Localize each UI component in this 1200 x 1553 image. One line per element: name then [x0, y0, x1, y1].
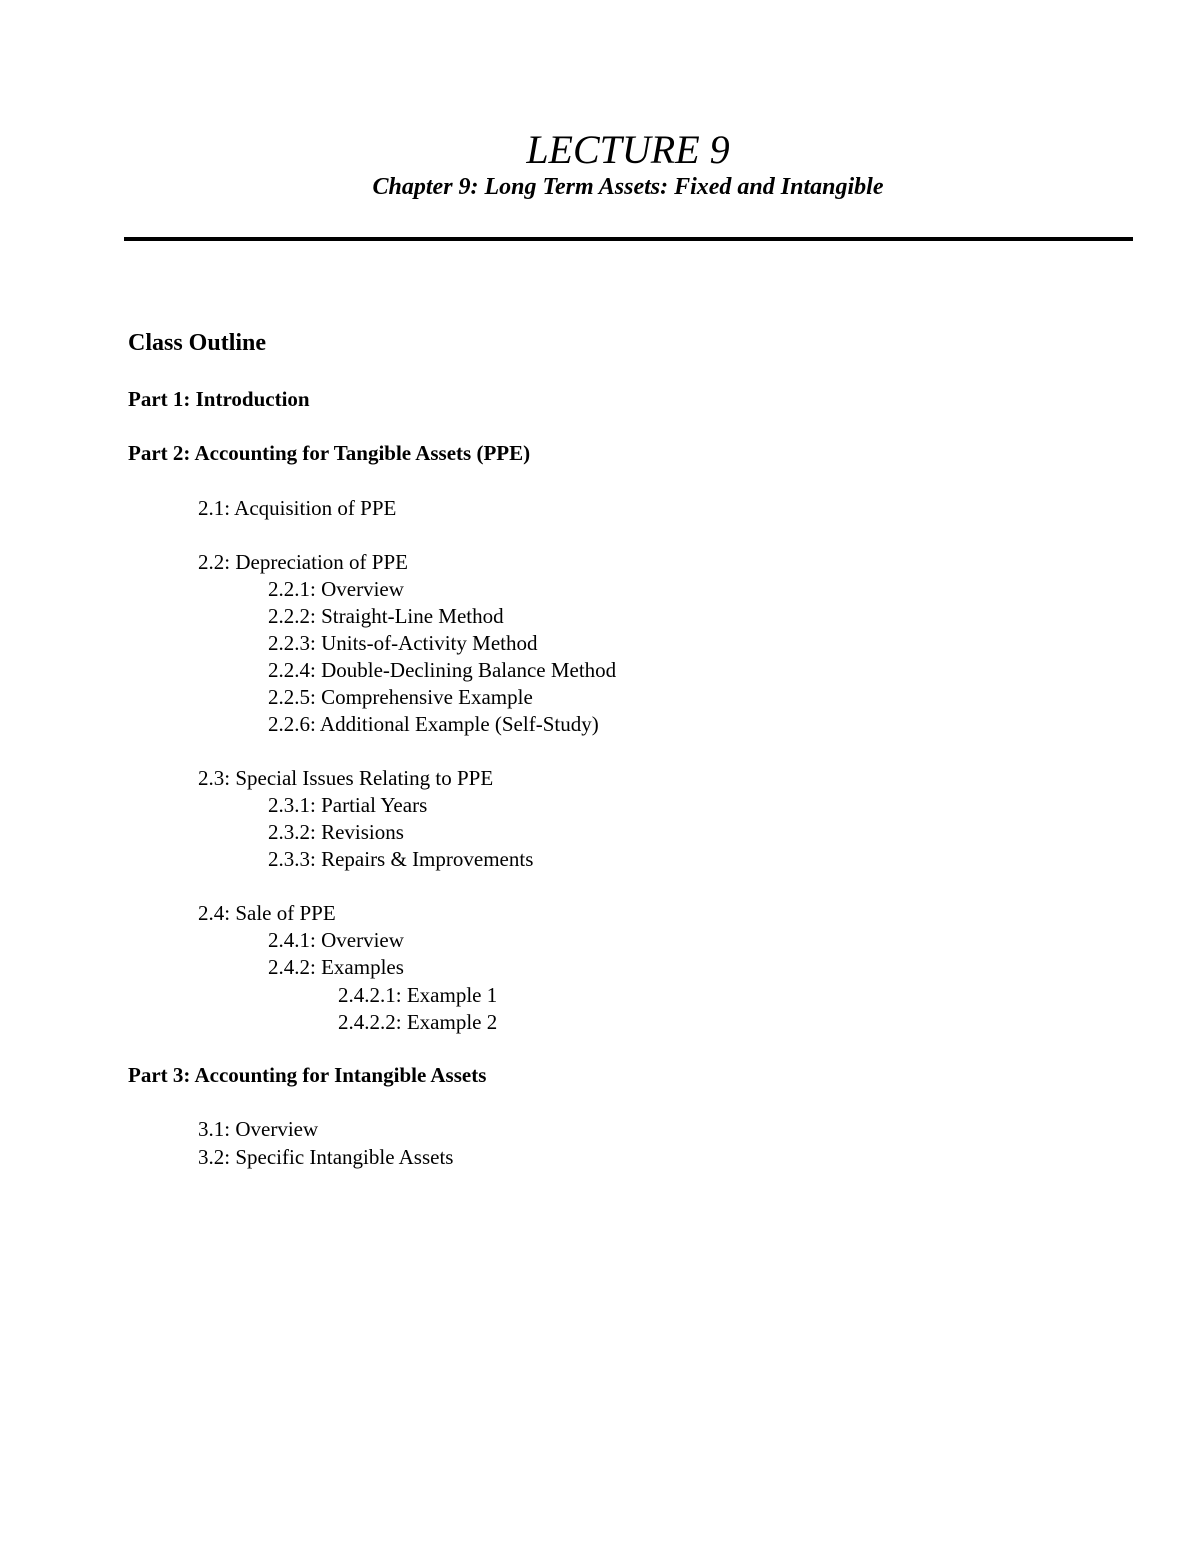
outline-item-2-4: 2.4: Sale of PPE	[198, 901, 336, 925]
outline-item-2-3-3: 2.3.3: Repairs & Improvements	[268, 847, 534, 871]
lecture-title: LECTURE 9	[526, 127, 730, 172]
outline-item-3-2: 3.2: Specific Intangible Assets	[198, 1145, 454, 1169]
outline-item-2-2-3: 2.2.3: Units-of-Activity Method	[268, 631, 538, 655]
outline-item-2-2-4: 2.2.4: Double-Declining Balance Method	[268, 658, 617, 682]
outline-part-2: Part 2: Accounting for Tangible Assets (PPE)	[128, 441, 531, 465]
outline-item-2-2-6: 2.2.6: Additional Example (Self-Study)	[268, 712, 599, 736]
outline-item-2-2-1: 2.2.1: Overview	[268, 577, 404, 601]
outline-item-2-3-2: 2.3.2: Revisions	[268, 820, 404, 844]
outline-item-2-3: 2.3: Special Issues Relating to PPE	[198, 766, 494, 790]
outline-item-2-3-1: 2.3.1: Partial Years	[268, 793, 428, 817]
outline-item-3-1: 3.1: Overview	[198, 1117, 319, 1141]
outline-item-2-4-1: 2.4.1: Overview	[268, 928, 404, 952]
outline-item-2-2: 2.2: Depreciation of PPE	[198, 550, 408, 574]
outline-part-1: Part 1: Introduction	[128, 387, 310, 411]
outline-item-2-4-2-2: 2.4.2.2: Example 2	[338, 1010, 498, 1034]
outline-item-2-2-5: 2.2.5: Comprehensive Example	[268, 685, 533, 709]
chapter-subtitle: Chapter 9: Long Term Assets: Fixed and Intangible	[372, 174, 884, 200]
outline-item-2-4-2: 2.4.2: Examples	[268, 955, 404, 979]
outline-part-3: Part 3: Accounting for Intangible Assets	[128, 1063, 487, 1087]
outline-heading: Class Outline	[128, 330, 267, 356]
outline-item-2-1: 2.1: Acquisition of PPE	[198, 496, 397, 520]
outline-item-2-4-2-1: 2.4.2.1: Example 1	[338, 983, 498, 1007]
header-divider	[124, 237, 1133, 241]
outline-item-2-2-2: 2.2.2: Straight-Line Method	[268, 604, 504, 628]
